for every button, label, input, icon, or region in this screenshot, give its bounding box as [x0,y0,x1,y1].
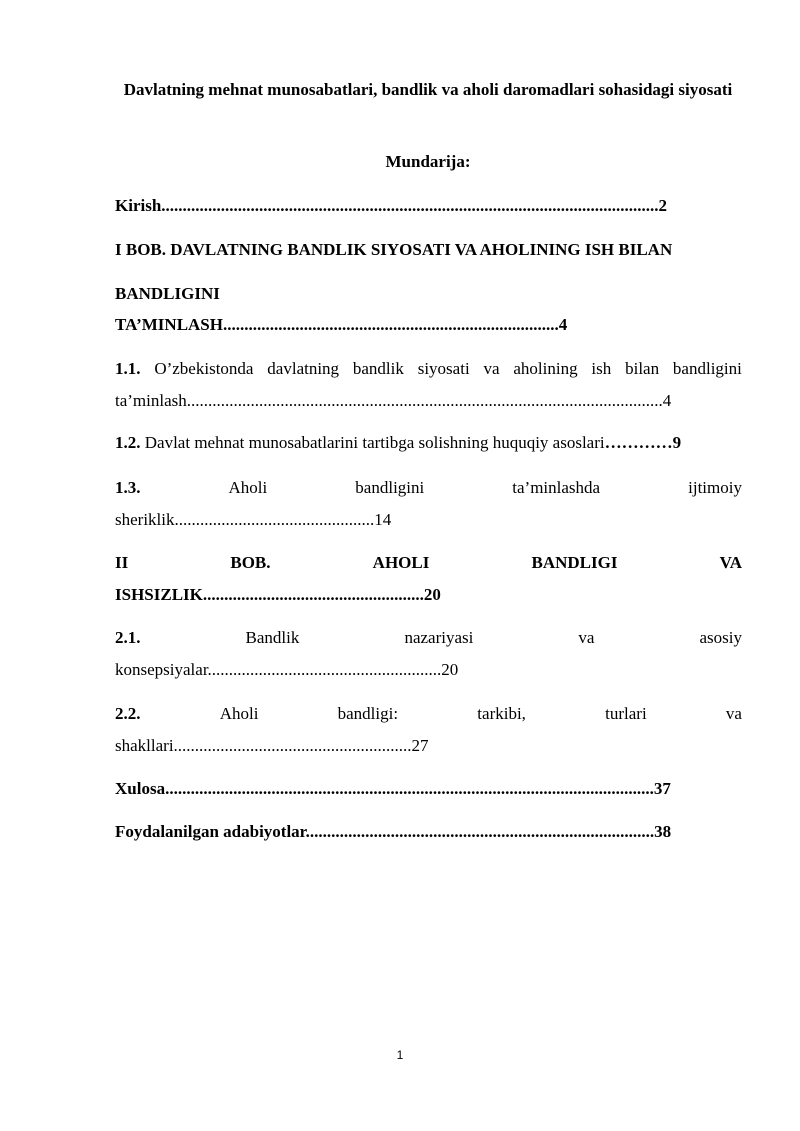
toc-entry-2-1-line1 [115,628,742,648]
toc-entry-1-3-line1 [115,478,742,498]
word: ta’minlashda [512,478,601,497]
toc-entry-1-3-number: 1.3. [115,478,141,497]
word: Aholi [228,478,268,497]
page-number: 1 [396,1048,404,1062]
toc-entry-bob1-line3: TA’MINLASH...............................................................................4 [115,315,568,334]
toc-entry-adabiyotlar: Foydalanilgan adabiyotlar..................................................................................38 [115,822,672,841]
word: Aholi [219,704,259,723]
word: davlatning [267,359,340,378]
word: O’zbekistonda [154,359,254,378]
toc-entry-bob2-line2: ISHSIZLIK....................................................20 [115,585,441,604]
word: BANDLIGI [531,553,618,572]
toc-entry-bob1-line2: BANDLIGINI [115,284,220,303]
word: bandlik [352,359,404,378]
word: AHOLI [372,553,430,572]
toc-entry-2-2-line2: shakllari........................................................27 [115,736,429,755]
toc-entry-xulosa: Xulosa...................................................................................................................37 [115,779,671,798]
word: Bandlik [245,628,300,647]
toc-entry-1-1-number: 1.1. [115,359,141,378]
toc-entry-bob2-line1 [115,553,742,573]
toc-entry-1-1-line1 [115,359,742,379]
word: aholining [513,359,578,378]
toc-heading: Mundarija: [385,152,471,171]
word: VA [719,553,742,572]
word: BOB. [230,553,271,572]
word: siyosati [417,359,470,378]
word: bandligini [355,478,425,497]
word: va [483,359,500,378]
word: va [578,628,595,647]
toc-entry-2-1-line2: konsepsiyalar.......................................................20 [115,660,459,679]
toc-entry-2-2-line1 [115,704,742,724]
toc-entry-1-2-number: 1.2. [115,433,141,452]
toc-entry-kirish: Kirish.....................................................................................................................2 [115,196,668,215]
word: asosiy [699,628,742,647]
toc-entry-2-1-number: 2.1. [115,628,141,647]
word: nazariyasi [404,628,474,647]
word: ijtimoiy [688,478,742,497]
toc-entry-1-2 [115,433,681,453]
word: bandligi: [337,704,399,723]
word: va [725,704,742,723]
toc-entry-2-2-number: 2.2. [115,704,141,723]
toc-entry-1-1-line2: ta’minlash................................................................................................................4 [115,391,672,410]
toc-entry-1-2-page: …………9 [604,433,682,452]
word: tarkibi, [477,704,526,723]
word: ish [591,359,612,378]
word: bandligini [672,359,742,378]
document-title: Davlatning mehnat munosabatlari, bandlik va aholi daromadlari sohasidagi siyosati [123,80,733,99]
toc-entry-1-3-line2: sheriklik...............................................14 [115,510,392,529]
word: II [115,553,129,572]
toc-entry-1-2-text: Davlat mehnat munosabatlarini tartibga solishning huquqiy asoslari [140,433,605,452]
toc-entry-bob1-line1: I BOB. DAVLATNING BANDLIK SIYOSATI VA AHOLINING ISH BILAN [115,240,673,259]
word: turlari [605,704,647,723]
word: bilan [625,359,660,378]
